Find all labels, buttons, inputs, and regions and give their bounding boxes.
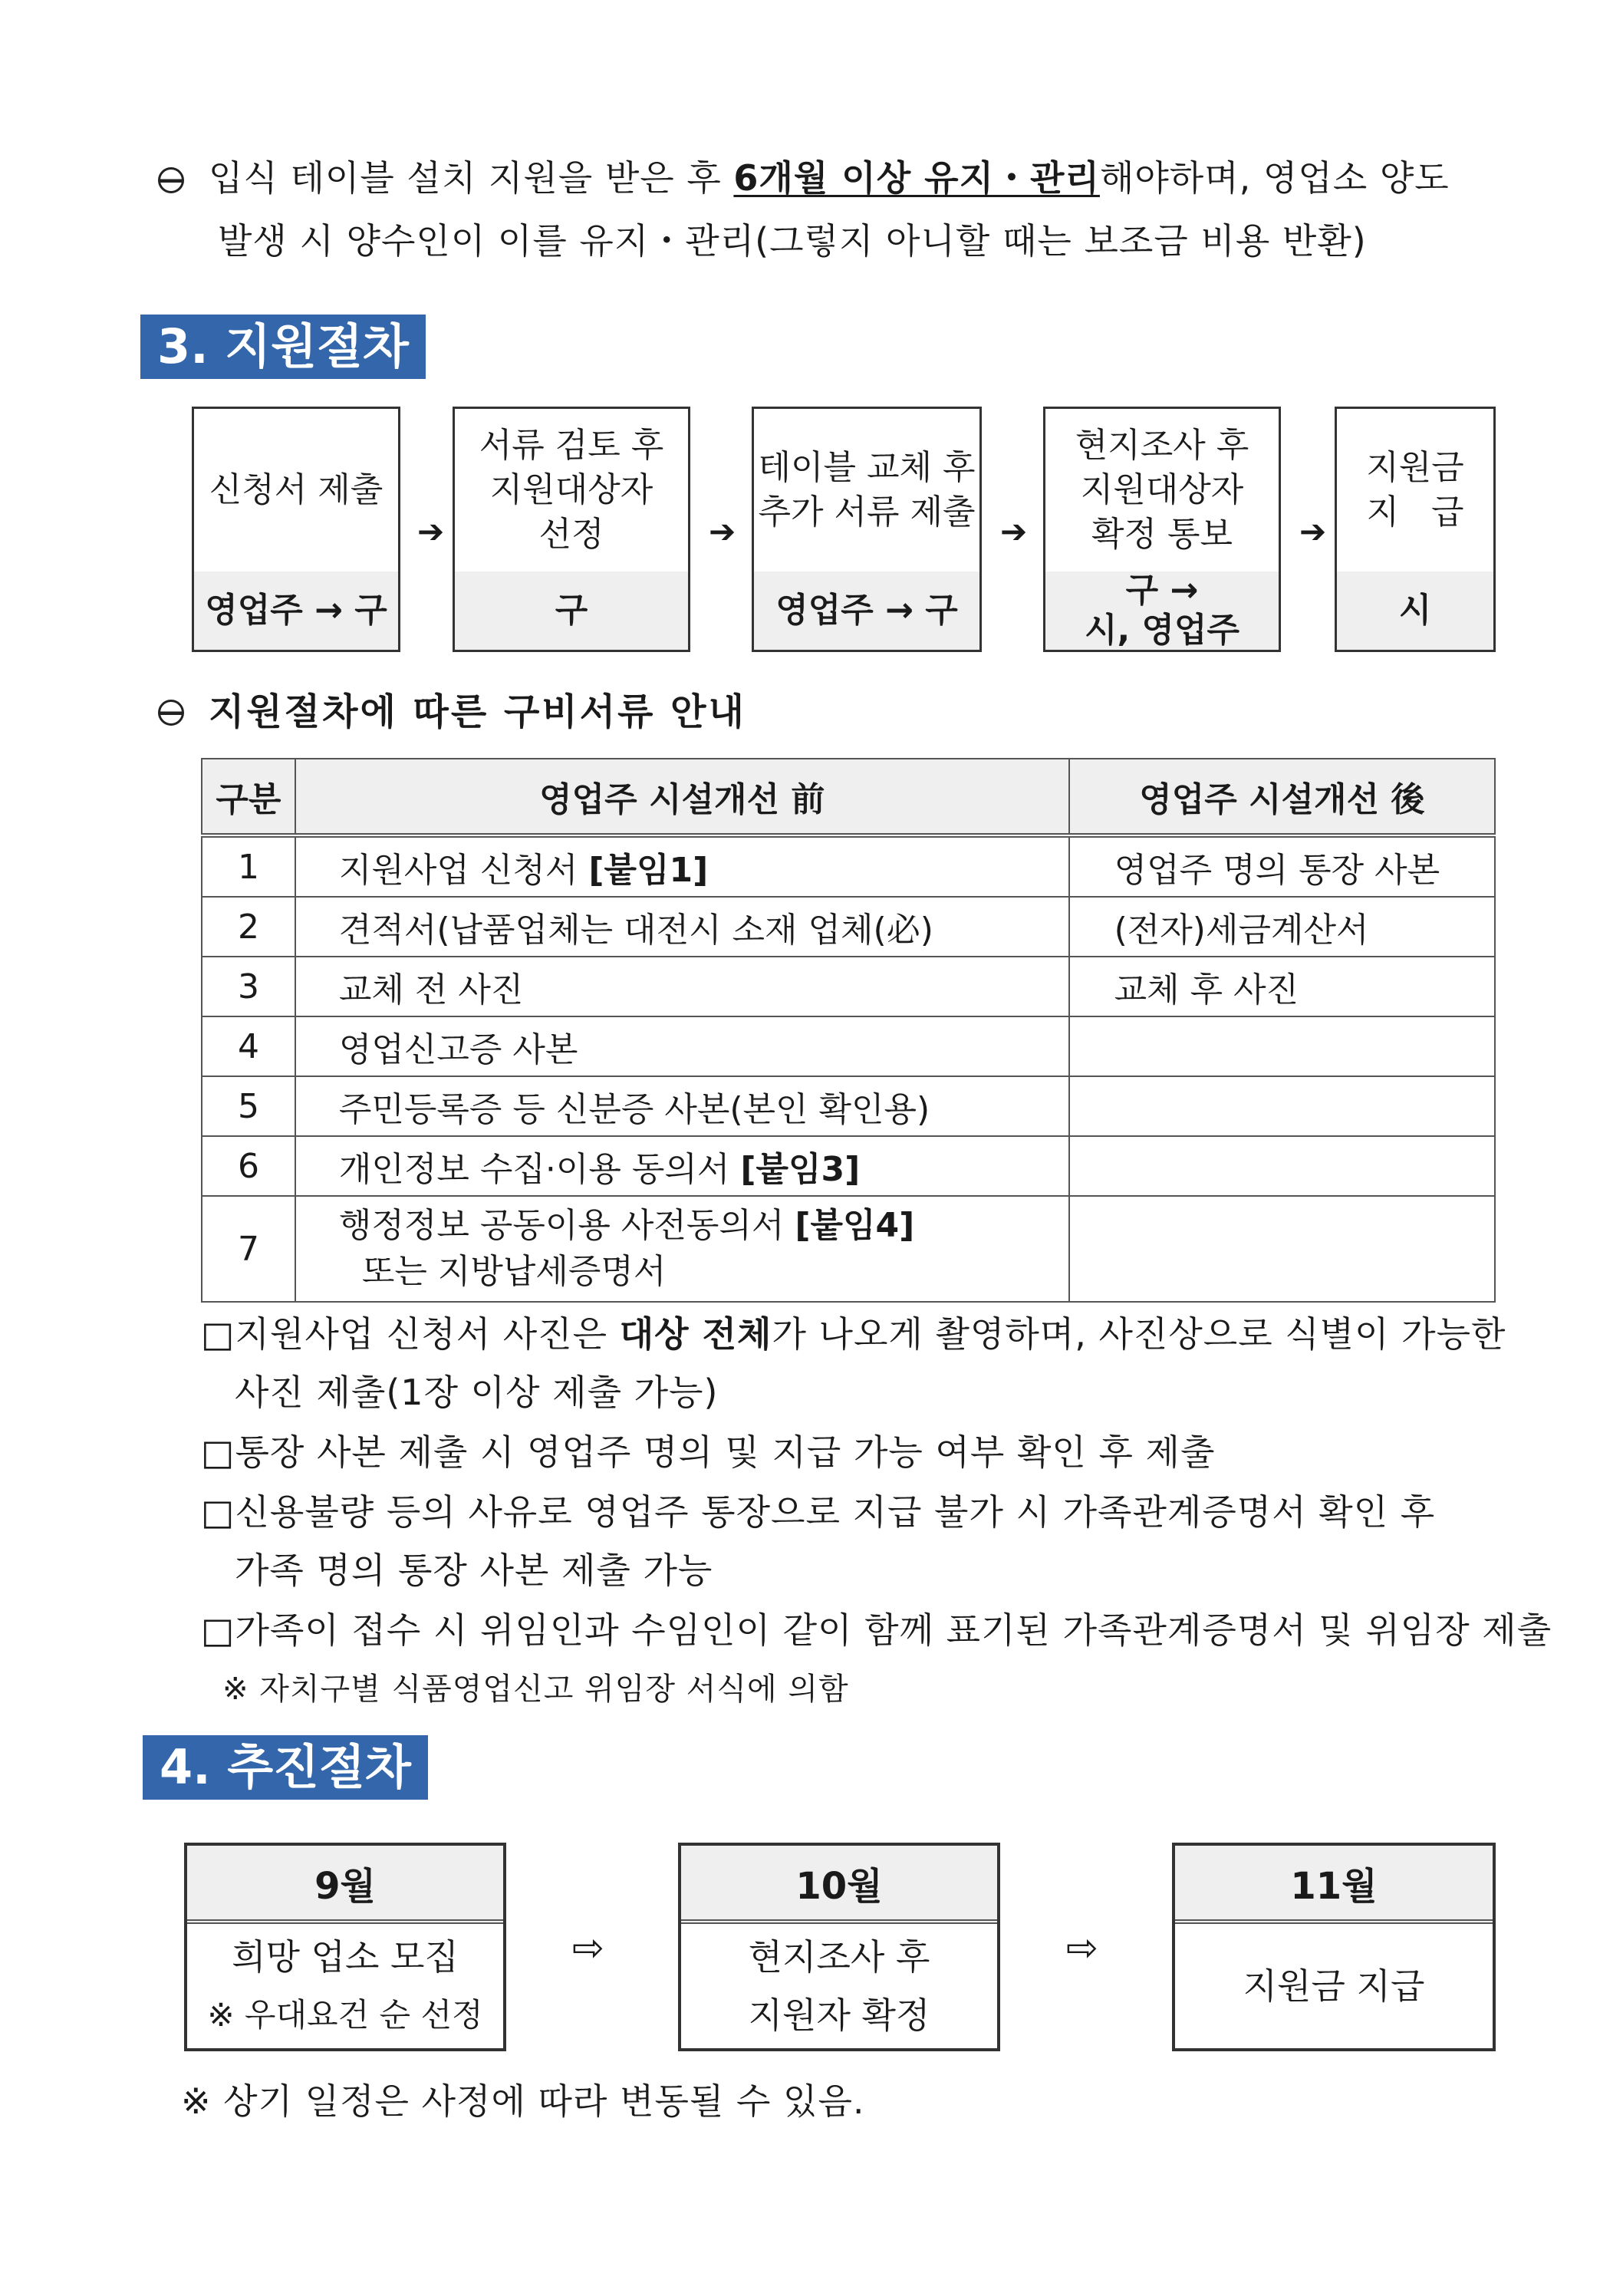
arrow-right-icon: ➔	[709, 512, 736, 550]
circle-bullet-icon	[158, 167, 184, 193]
schedule-body	[1175, 1924, 1493, 2048]
row-before-text: 행정정보 공동이용 사전동의서	[338, 1206, 795, 1245]
row-after: 영업주 명의 통장 사본	[1069, 835, 1495, 897]
schedule-line-2: 지원자 확정	[748, 1995, 930, 2036]
note-2: □통장 사본 제출 시 영업주 명의 및 지급 가능 여부 확인 후 제출	[201, 1431, 1216, 1473]
schedule-line-2: ※ 우대요건 순 선정	[207, 1996, 483, 2034]
table-row	[202, 1016, 1495, 1076]
step-4-bottom-line-1: 구 →	[1125, 571, 1199, 610]
row-after	[1069, 1136, 1495, 1196]
row-before-bold: [붙임4]	[795, 1206, 915, 1245]
step-box-3	[752, 407, 982, 652]
docs-heading: 지원절차에 따른 구비서류 안내	[209, 690, 746, 733]
row-no: 7	[202, 1196, 295, 1302]
intro-emphasis: 6개월 이상 유지・관리	[733, 157, 1100, 199]
circle-bullet-icon	[158, 700, 184, 726]
schedule-line-1: 현지조사 후	[748, 1936, 930, 1978]
step-box-4	[1043, 407, 1281, 652]
table-row	[202, 897, 1495, 957]
row-before-bold: [붙임1]	[588, 851, 709, 890]
schedule-box-sep	[184, 1843, 506, 2051]
arrow-right-icon: ➔	[417, 512, 445, 550]
row-before-line-2: 또는 지방납세증명서	[361, 1252, 667, 1291]
step-3-bottom-text: 영업주 → 구	[775, 591, 958, 630]
step-1-bottom	[194, 572, 398, 650]
schedule-line-1: 희망 업소 모집	[232, 1936, 459, 1978]
note-3: □신용불량 등의 사유로 영업주 통장으로 지급 불가 시 가족관계증명서 확인 후	[201, 1491, 1436, 1533]
step-4-bottom	[1045, 572, 1279, 650]
table-row	[202, 1076, 1495, 1136]
step-4-top-line-1: 현지조사 후	[1075, 426, 1249, 465]
step-1-top-text: 신청서 제출	[209, 470, 384, 509]
row-before-text: 개인정보 수집·이용 동의서	[338, 1150, 741, 1189]
hollow-arrow-right-icon: ⇨	[572, 1925, 604, 1970]
table-row	[202, 1136, 1495, 1196]
section-3-title: 3. 지원절차	[140, 315, 426, 379]
row-before-text: 지원사업 신청서	[338, 851, 589, 890]
note-1-continued: 사진 제출(1장 이상 제출 가능)	[235, 1372, 719, 1413]
step-box-1	[192, 407, 400, 652]
header-before: 영업주 시설개선 前	[295, 759, 1069, 835]
schedule-box-nov	[1172, 1843, 1496, 2051]
step-4-top-line-2: 지원대상자	[1080, 470, 1244, 509]
step-box-5	[1335, 407, 1496, 652]
step-4-bottom-line-2: 시, 영업주	[1084, 611, 1240, 650]
row-before	[295, 835, 1069, 897]
step-box-2	[453, 407, 690, 652]
row-after	[1069, 1196, 1495, 1302]
row-no: 5	[202, 1076, 295, 1136]
step-1-top	[194, 409, 398, 576]
header-no: 구분	[202, 759, 295, 835]
note-1	[201, 1304, 1506, 1364]
step-4-top-line-3: 확정 통보	[1091, 515, 1233, 554]
step-5-bottom-text: 시	[1398, 591, 1432, 630]
note-5: ※ 자치구별 식품영업신고 위임장 서식에 의함	[222, 1672, 849, 1707]
documents-table	[201, 758, 1496, 1303]
row-before	[295, 1196, 1069, 1302]
schedule-line-1: 지원금 지급	[1243, 1965, 1425, 2007]
table-row	[202, 1196, 1495, 1302]
schedule-box-oct	[678, 1843, 1000, 2051]
note-1-text-a: □지원사업 신청서 사진은	[201, 1313, 620, 1355]
intro-line-2: 발생 시 양수인이 이를 유지・관리(그렇지 아니할 때는 보조금 비용 반환)	[218, 220, 1367, 262]
row-after	[1069, 1016, 1495, 1076]
note-4: □가족이 접수 시 위임인과 수임인이 같이 함께 표기된 가족관계증명서 및 위임장 제출	[201, 1609, 1552, 1651]
schedule-body	[681, 1924, 997, 2048]
row-before: 견적서(납품업체는 대전시 소재 업체(必)	[295, 897, 1069, 957]
step-3-top-line-2: 추가 서류 제출	[758, 492, 976, 532]
row-before: 교체 전 사진	[295, 957, 1069, 1016]
note-1-bold: 대상 전체	[619, 1313, 772, 1355]
note-3-continued: 가족 명의 통장 사본 제출 가능	[235, 1550, 713, 1591]
step-2-bottom	[455, 572, 688, 650]
row-no: 3	[202, 957, 295, 1016]
row-no: 6	[202, 1136, 295, 1196]
note-1-text-b: 가 나오게 촬영하며, 사진상으로 식별이 가능한	[772, 1313, 1506, 1355]
header-after: 영업주 시설개선 後	[1069, 759, 1495, 835]
step-2-top-line-1: 서류 검토 후	[479, 426, 664, 465]
step-2-top	[455, 409, 688, 576]
row-after: (전자)세금계산서	[1069, 897, 1495, 957]
arrow-right-icon: ➔	[1000, 512, 1028, 550]
row-before	[295, 1136, 1069, 1196]
step-5-top-line-1: 지원금	[1366, 448, 1464, 487]
arrow-right-icon: ➔	[1299, 512, 1327, 550]
month-label: 10월	[681, 1846, 997, 1924]
row-before: 주민등록증 등 신분증 사본(본인 확인용)	[295, 1076, 1069, 1136]
step-2-bottom-text: 구	[555, 591, 588, 630]
row-no: 1	[202, 835, 295, 897]
step-4-top	[1045, 409, 1279, 576]
step-1-bottom-text: 영업주 → 구	[205, 591, 387, 630]
step-3-bottom	[754, 572, 979, 650]
step-5-top-line-2: 지 급	[1366, 492, 1464, 532]
intro-line-1	[209, 147, 1450, 209]
row-no: 2	[202, 897, 295, 957]
step-2-top-line-2: 지원대상자	[489, 470, 653, 509]
table-row	[202, 957, 1495, 1016]
month-label: 9월	[187, 1846, 503, 1924]
step-5-bottom	[1337, 572, 1493, 650]
hollow-arrow-right-icon: ⇨	[1066, 1925, 1098, 1970]
intro-text-b: 해야하며, 영업소 양도	[1099, 157, 1450, 199]
row-before-bold: [붙임3]	[740, 1150, 861, 1189]
table-row	[202, 835, 1495, 897]
table-header-row	[202, 759, 1495, 835]
month-label: 11월	[1175, 1846, 1493, 1924]
row-before: 영업신고증 사본	[295, 1016, 1069, 1076]
row-after	[1069, 1076, 1495, 1136]
row-after: 교체 후 사진	[1069, 957, 1495, 1016]
step-2-top-line-3: 선정	[538, 515, 604, 554]
step-3-top-line-1: 테이블 교체 후	[758, 448, 976, 487]
row-no: 4	[202, 1016, 295, 1076]
intro-text-a: 입식 테이블 설치 지원을 받은 후	[209, 157, 734, 199]
step-3-top	[754, 409, 979, 576]
step-5-top	[1337, 409, 1493, 576]
section-4-title: 4. 추진절차	[143, 1735, 428, 1800]
schedule-footnote: ※ 상기 일정은 사정에 따라 변동될 수 있음.	[181, 2080, 865, 2122]
schedule-body	[187, 1924, 503, 2048]
